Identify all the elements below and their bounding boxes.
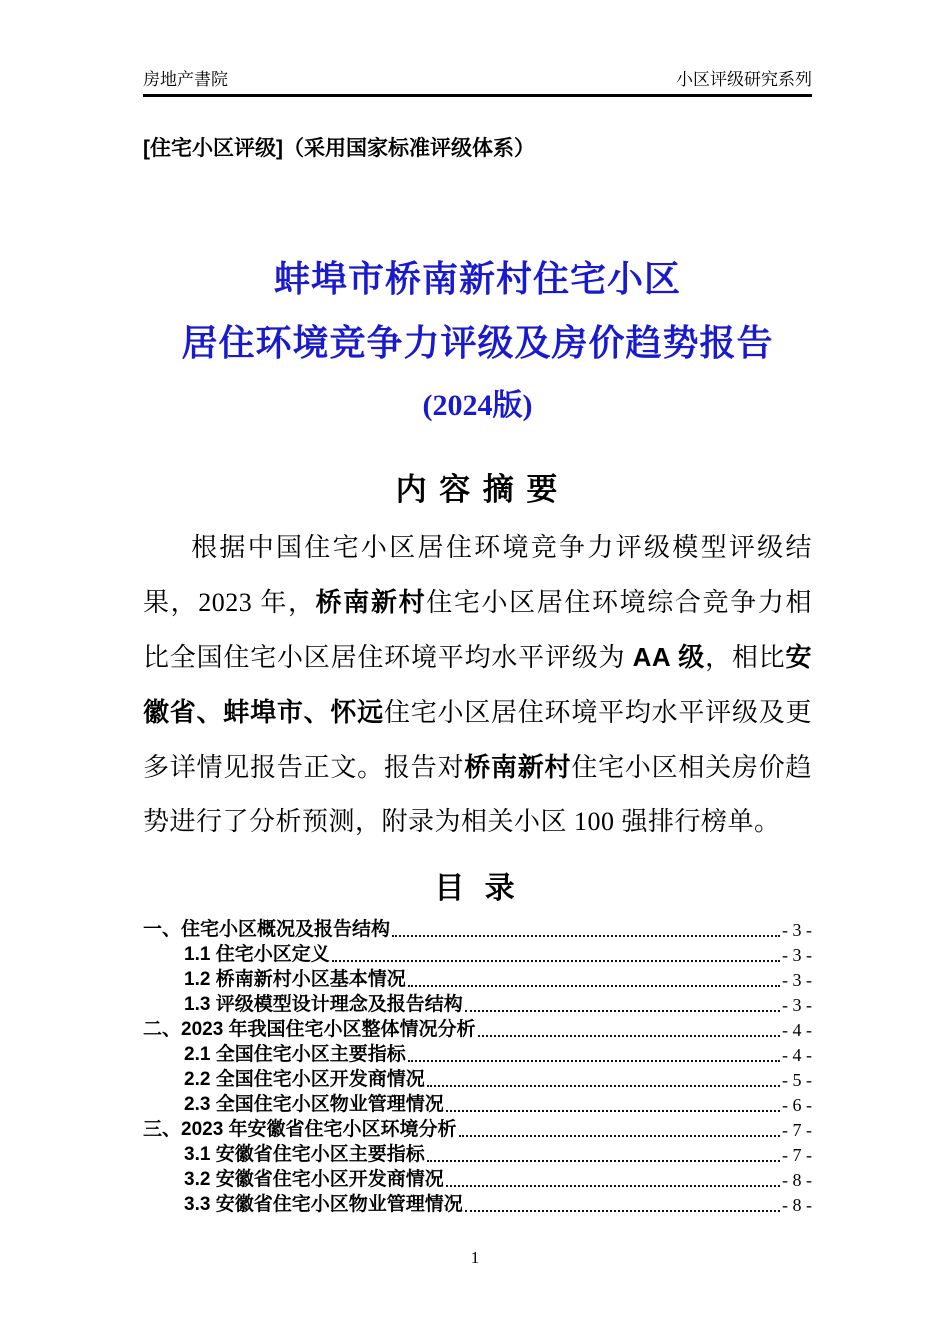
toc-entry-page: - 7 -: [782, 1145, 812, 1165]
summary-bold-text: 安徽省、蚌埠市、怀远: [143, 642, 812, 727]
toc-leader-dots: [465, 1010, 780, 1012]
header-right-text: 小区评级研究系列: [676, 70, 812, 89]
report-title-line1: 蚌埠市桥南新村住宅小区: [273, 259, 681, 299]
toc-list: [143, 917, 812, 1217]
toc-leader-dots: [392, 935, 780, 937]
toc-entry-label: 2.3 全国住宅小区物业管理情况: [184, 1094, 444, 1115]
summary-bold-text: 桥南新村: [315, 587, 427, 617]
summary-text: 住宅小区居住环境综合竞争力相比全国住宅小区居住环境平均水平评级为: [143, 588, 812, 672]
toc-leader-dots: [408, 1060, 780, 1062]
toc-entry[interactable]: [143, 942, 812, 967]
summary-text: 住宅小区相关房价趋势进行了分析预测，附录为相关小区 100 强排行榜单。: [143, 753, 812, 836]
toc-leader-dots: [332, 960, 780, 962]
toc-entry-page: - 8 -: [782, 1195, 812, 1215]
summary-bold-text: 桥南新村: [464, 752, 572, 782]
rating-series-label: [住宅小区评级]（采用国家标准评级体系）: [143, 137, 535, 160]
toc-entry[interactable]: [143, 992, 812, 1017]
report-title-line2: 居住环境竞争力评级及房价趋势报告: [181, 323, 774, 363]
toc-entry-label: 1.2 桥南新村小区基本情况: [184, 969, 406, 990]
summary-heading: 内 容 摘 要: [395, 472, 560, 507]
toc-entry[interactable]: [143, 1067, 812, 1092]
toc-entry-label: 1.1 住宅小区定义: [184, 944, 330, 965]
summary-text: 住宅小区居住环境平均水平评级及更多详情见报告正文。报告对: [143, 698, 812, 782]
toc-leader-dots: [427, 1085, 780, 1087]
toc-entry[interactable]: [143, 1192, 812, 1217]
toc-leader-dots: [465, 1210, 780, 1212]
toc-entry-label: 3.3 安徽省住宅小区物业管理情况: [184, 1194, 463, 1215]
summary-text: 根据中国住宅小区居住环境竞争力评级模型评级结果，2023 年，: [143, 533, 812, 617]
toc-entry-label: 三、2023 年安徽省住宅小区环境分析: [143, 1119, 457, 1140]
toc-leader-dots: [459, 1135, 780, 1137]
toc-entry-page: - 7 -: [782, 1120, 812, 1140]
toc-entry-page: - 3 -: [782, 945, 812, 965]
toc-entry-label: 二、2023 年我国住宅小区整体情况分析: [143, 1019, 476, 1040]
toc-entry[interactable]: [143, 1142, 812, 1167]
toc-leader-dots: [478, 1035, 780, 1037]
toc-leader-dots: [427, 1160, 780, 1162]
header-left-text: 房地产書院: [143, 70, 228, 89]
toc-leader-dots: [446, 1110, 780, 1112]
header-divider: [143, 94, 812, 97]
toc-entry-label: 2.2 全国住宅小区开发商情况: [184, 1069, 425, 1090]
toc-entry[interactable]: [143, 1042, 812, 1067]
toc-entry[interactable]: [143, 1167, 812, 1192]
toc-entry-label: 3.2 安徽省住宅小区开发商情况: [184, 1169, 444, 1190]
toc-entry-page: - 4 -: [782, 1020, 812, 1040]
page-number: 1: [470, 1248, 480, 1267]
toc-entry-label: 2.1 全国住宅小区主要指标: [184, 1044, 406, 1065]
toc-entry-page: - 3 -: [782, 995, 812, 1015]
toc-entry-label: 一、住宅小区概况及报告结构: [143, 919, 391, 940]
toc-entry-page: - 3 -: [782, 970, 812, 990]
report-title-edition: (2024版): [422, 389, 533, 422]
summary-text: ，相比: [705, 643, 786, 672]
toc-entry-label: 1.3 评级模型设计理念及报告结构: [184, 994, 463, 1015]
toc-entry-page: - 5 -: [782, 1070, 812, 1090]
report-title-block: [143, 247, 812, 437]
toc-leader-dots: [408, 985, 780, 987]
toc-heading: 目 录: [434, 872, 521, 905]
toc-entry-page: - 3 -: [782, 920, 812, 940]
toc-entry-page: - 6 -: [782, 1095, 812, 1115]
toc-entry-label: 3.1 安徽省住宅小区主要指标: [184, 1144, 425, 1165]
toc-entry[interactable]: [143, 967, 812, 992]
toc-entry[interactable]: [143, 1092, 812, 1117]
page-header: [143, 70, 812, 94]
toc-entry[interactable]: [143, 1017, 812, 1042]
toc-entry[interactable]: [143, 1117, 812, 1142]
toc-leader-dots: [446, 1185, 780, 1187]
summary-bold-text: AA 级: [632, 642, 706, 672]
toc-entry-page: - 8 -: [782, 1170, 812, 1190]
toc-entry-page: - 4 -: [782, 1045, 812, 1065]
summary-paragraph: [143, 521, 812, 849]
toc-entry[interactable]: [143, 917, 812, 942]
